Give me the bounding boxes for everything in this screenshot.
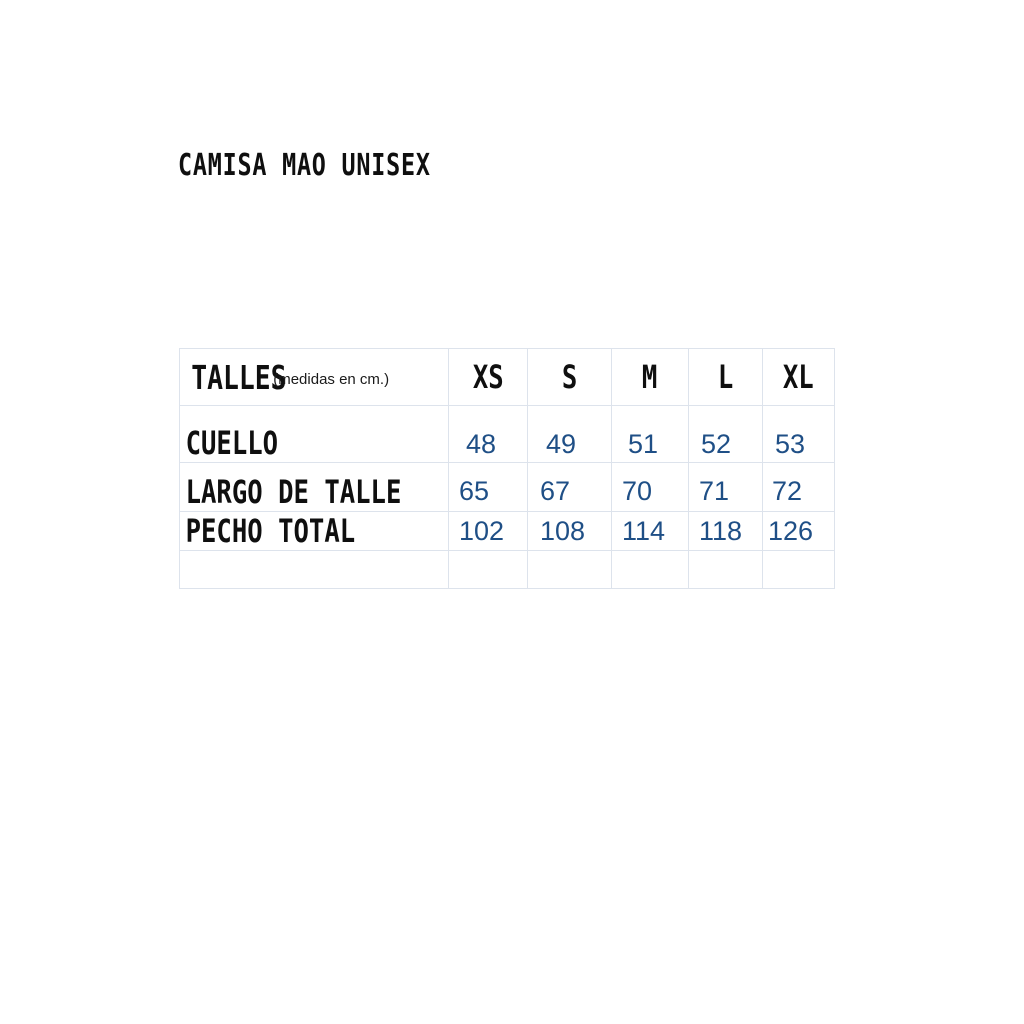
table-row: [180, 512, 835, 551]
size-header-s: S: [528, 349, 612, 406]
row-label-cell: [180, 406, 449, 463]
value-cell: 71: [689, 463, 763, 512]
row-label: PECHO TOTAL: [185, 512, 356, 550]
page-title: CAMISA MAO UNISEX: [178, 148, 431, 183]
row-label-cell: [180, 463, 449, 512]
value-cell: 126: [763, 512, 835, 551]
size-header-m: M: [612, 349, 689, 406]
value-cell: 108: [528, 512, 612, 551]
value-cell: 67: [528, 463, 612, 512]
table-header-row: [180, 349, 835, 406]
empty-cell: [763, 551, 835, 589]
empty-cell: [180, 551, 449, 589]
size-chart: [179, 348, 830, 577]
value-cell: 114: [612, 512, 689, 551]
value-cell: 118: [689, 512, 763, 551]
header-label-cell: [180, 349, 449, 406]
header-label: TALLES: [191, 357, 287, 397]
row-label-cell: [180, 512, 449, 551]
size-header-l: L: [689, 349, 763, 406]
size-header-xs: XS: [449, 349, 528, 406]
table-row: [180, 406, 835, 463]
value-cell: 65: [449, 463, 528, 512]
value-cell: 72: [763, 463, 835, 512]
value-cell: 52: [689, 406, 763, 463]
row-label: LARGO DE TALLE: [185, 473, 402, 511]
empty-row: [180, 551, 835, 589]
empty-cell: [449, 551, 528, 589]
value-cell: 53: [763, 406, 835, 463]
unit-note: (medidas en cm.): [273, 370, 390, 388]
value-cell: 102: [449, 512, 528, 551]
empty-cell: [689, 551, 763, 589]
table-row: [180, 463, 835, 512]
value-cell: 70: [612, 463, 689, 512]
row-label: CUELLO: [185, 424, 279, 462]
empty-cell: [612, 551, 689, 589]
size-header-xl: XL: [763, 349, 835, 406]
value-cell: 49: [528, 406, 612, 463]
value-cell: 51: [612, 406, 689, 463]
size-table: [179, 348, 835, 589]
value-cell: 48: [449, 406, 528, 463]
empty-cell: [528, 551, 612, 589]
